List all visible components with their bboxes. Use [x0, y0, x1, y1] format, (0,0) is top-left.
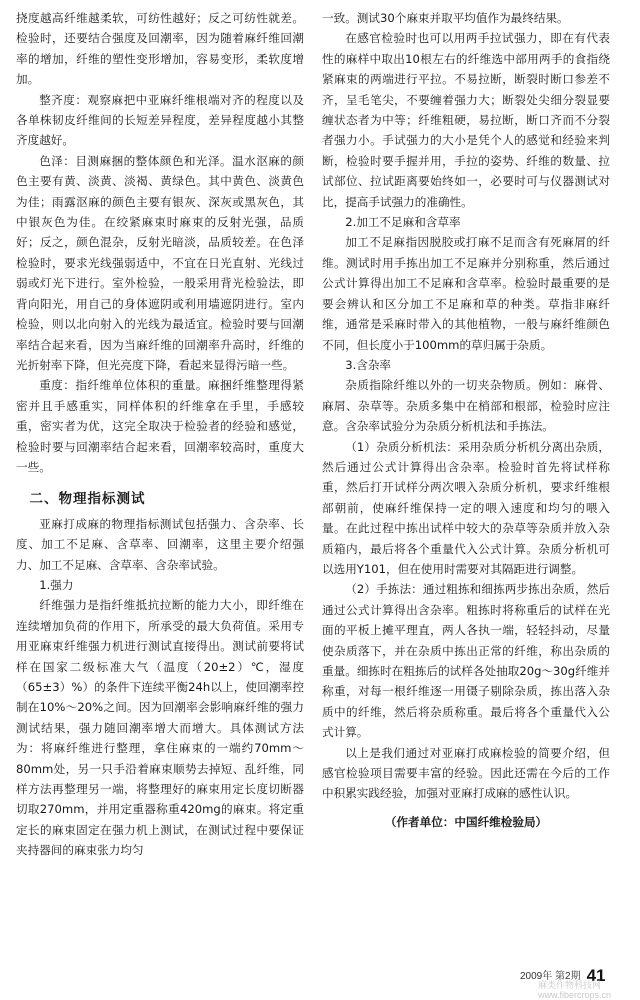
- paragraph: 在感官检验时也可以用两手拉试强力，即在有代表性的麻样中取出10根左右的纤维选中部用两手的食指绕紧麻束的两端进行平拉。不易拉断，断裂时断口参差不齐，呈毛笔尖，不要缠着强力大；断裂处尖细分裂显要缠状态者为中等；纤维粗硬，易拉断，断口齐而不分裂者强力小。手试强力的大小是凭个人的感觉和经验来判断，检验时要手握并用，手拉的姿势、纤维的数量、拉试部位、拉试距离要始终如一，必要时可与仪器测试对比，提高手试强力的准确性。: [322, 31, 610, 209]
- left-column: [16, 8, 304, 861]
- paragraph: 纤维强力是指纤维抵抗拉断的能力大小，即纤维在连续增加负荷的作用下，所承受的最大负荷值。采用专用亚麻束纤维强力机进行测试直接得出。测试前要将试样在国家二级标准大气（温度（20±2）℃，湿度（65±3）%）的条件下连续平衡24h以上，使回潮率控制在10%～20%之间。因为回潮率会影响麻纤维的强力测试结果，强力随回潮率增大而增大。具体测试方法为：将麻纤维进行整理，拿住麻束的一端约70mm～80mm处，另一只手沿着麻束顺势去掉短、乱纤维，同样方法再整理另一端，将整理好的麻束用定长度切断器切取270mm，并用定重器称重420mg的麻束。将定重定长的麻束固定在强力机上测试，在测试过程中要保证夹持器间的麻束张力均匀: [16, 598, 304, 858]
- subsection-heading: 3.含杂率: [345, 357, 392, 372]
- watermark: [538, 980, 611, 1000]
- paragraph: 整齐度：观察麻把中亚麻纤维根端对齐的程度以及各单株韧皮纤维间的长短差异程度，差异程度越小其整齐度越好。: [16, 92, 304, 148]
- paragraph: 重度：指纤维单位体积的重量。麻捆纤维整理得紧密并且手感重实，同样体积的纤维拿在手里，手感较重，密实者为优，这完全取决于检验者的经验和感觉，检验时要与回潮率结合起来看，回潮率较高时，重度大一些。: [16, 378, 304, 474]
- issue-label: 2009年 第2期: [520, 971, 581, 982]
- paragraph: 加工不足麻指因脱胶或打麻不足而含有死麻屑的纤维。测试时用手拣出加工不足麻并分别称重，然后通过公式计算得出加工不足麻和含草率。检验时最重要的是要会辨认和区分加工不足麻和草的种类。草指非麻纤维，通常是采麻时带入的其他植物，一般与麻纤维颜色不同，但长度小于100mm的草归属于杂质。: [322, 235, 610, 352]
- subsection-heading: 1.强力: [39, 577, 74, 592]
- paragraph: 一致。测试30个麻束并取平均值作为最终结果。: [322, 11, 569, 25]
- paragraph: 色泽：目测麻捆的整体颜色和光泽。温水沤麻的颜色主要有黄、淡黄、淡褐、黄绿色。其中黄色、淡黄色为佳；雨露沤麻的颜色主要有银灰、深灰或黑灰色，其中银灰色为佳。在绞紧麻束时麻束的反射光强，品质好；反之，颜色混杂，反射光暗淡，品质较差。在色泽检验时，要求光线强弱适中，不宜在日光直射、光线过弱或灯光下进行。室外检验，一般采用背光检验法，即背向阳光，用自己的身体遮阴或利用墙遮阴进行。室内检验，则以北向射入的光线为最适宜。检验时要与回潮率结合起来看，因为当麻纤维的回潮率升高时，纤维的光折射率下降，但光亮度下降，看起来显得污暗一些。: [16, 153, 304, 372]
- paragraph: 亚麻打成麻的物理指标测试包括强力、含杂率、长度、加工不足麻、含草率、回潮率，这里主要介绍强力、加工不足麻、含草率、含杂率试验。: [16, 516, 304, 572]
- watermark-url: www.fibercrops.cn: [538, 990, 612, 1000]
- author-affiliation: （作者单位：中国纤维检验局）: [384, 814, 548, 829]
- page-number: 41: [586, 966, 606, 985]
- watermark-site-name: 麻类作物科技网: [538, 980, 602, 990]
- paragraph: 杂质指除纤维以外的一切夹杂物质。例如：麻骨、麻屑、杂草等。杂质多集中在梢部和根部，检验时应注意。含杂率试验分为杂质分析机法和手拣法。: [322, 378, 610, 434]
- paragraph: 挠度越高纤维越柔软，可纺性越好；反之可纺性就差。检验时，还要结合强度及回潮率，因为随着麻纤维回潮率的增加，纤维的塑性变形增加，容易变形，柔软度增加。: [16, 11, 304, 87]
- paragraph: 以上是我们通过对亚麻打成麻检验的简要介绍，但感官检验项目需要丰富的经验。因此还需在今后的工作中积累实践经验，加强对亚麻打成麻的感性认识。: [322, 745, 610, 801]
- right-column: [322, 8, 610, 832]
- paragraph: （2）手拣法：通过粗拣和细拣两步拣出杂质，然后通过公式计算得出含杂率。粗拣时将称重后的试样在光面的平板上摊平理直，两人各执一端，轻轻抖动，尽量使杂质落下，并在杂质中拣出正常的纤维，称出杂质的重量。细拣时在粗拣后的试样各处抽取20g～30g纤维并称重，对每一根纤维逐一用镊子剔除杂质，拣出落入杂质中的纤维，然后将杂质称重。最后将各个重量代入公式计算。: [322, 582, 610, 740]
- paragraph: （1）杂质分析机法：采用杂质分析机分离出杂质，然后通过公式计算得出含杂率。检验时首先将试样称重，然后打开试样分两次喂入杂质分析机，要求纤维根部朝前，使麻纤维保持一定的喂入速度和均匀的喂入量。在此过程中拣出试样中较大的杂草等杂质并放入杂质箱内，最后将各个重量代入公式计算。杂质分析机可以选用Y101，但在使用时需要对其隔距进行调整。: [322, 439, 610, 576]
- section-heading: 二、物理指标测试: [29, 491, 146, 508]
- subsection-heading: 2.加工不足麻和含草率: [345, 215, 461, 230]
